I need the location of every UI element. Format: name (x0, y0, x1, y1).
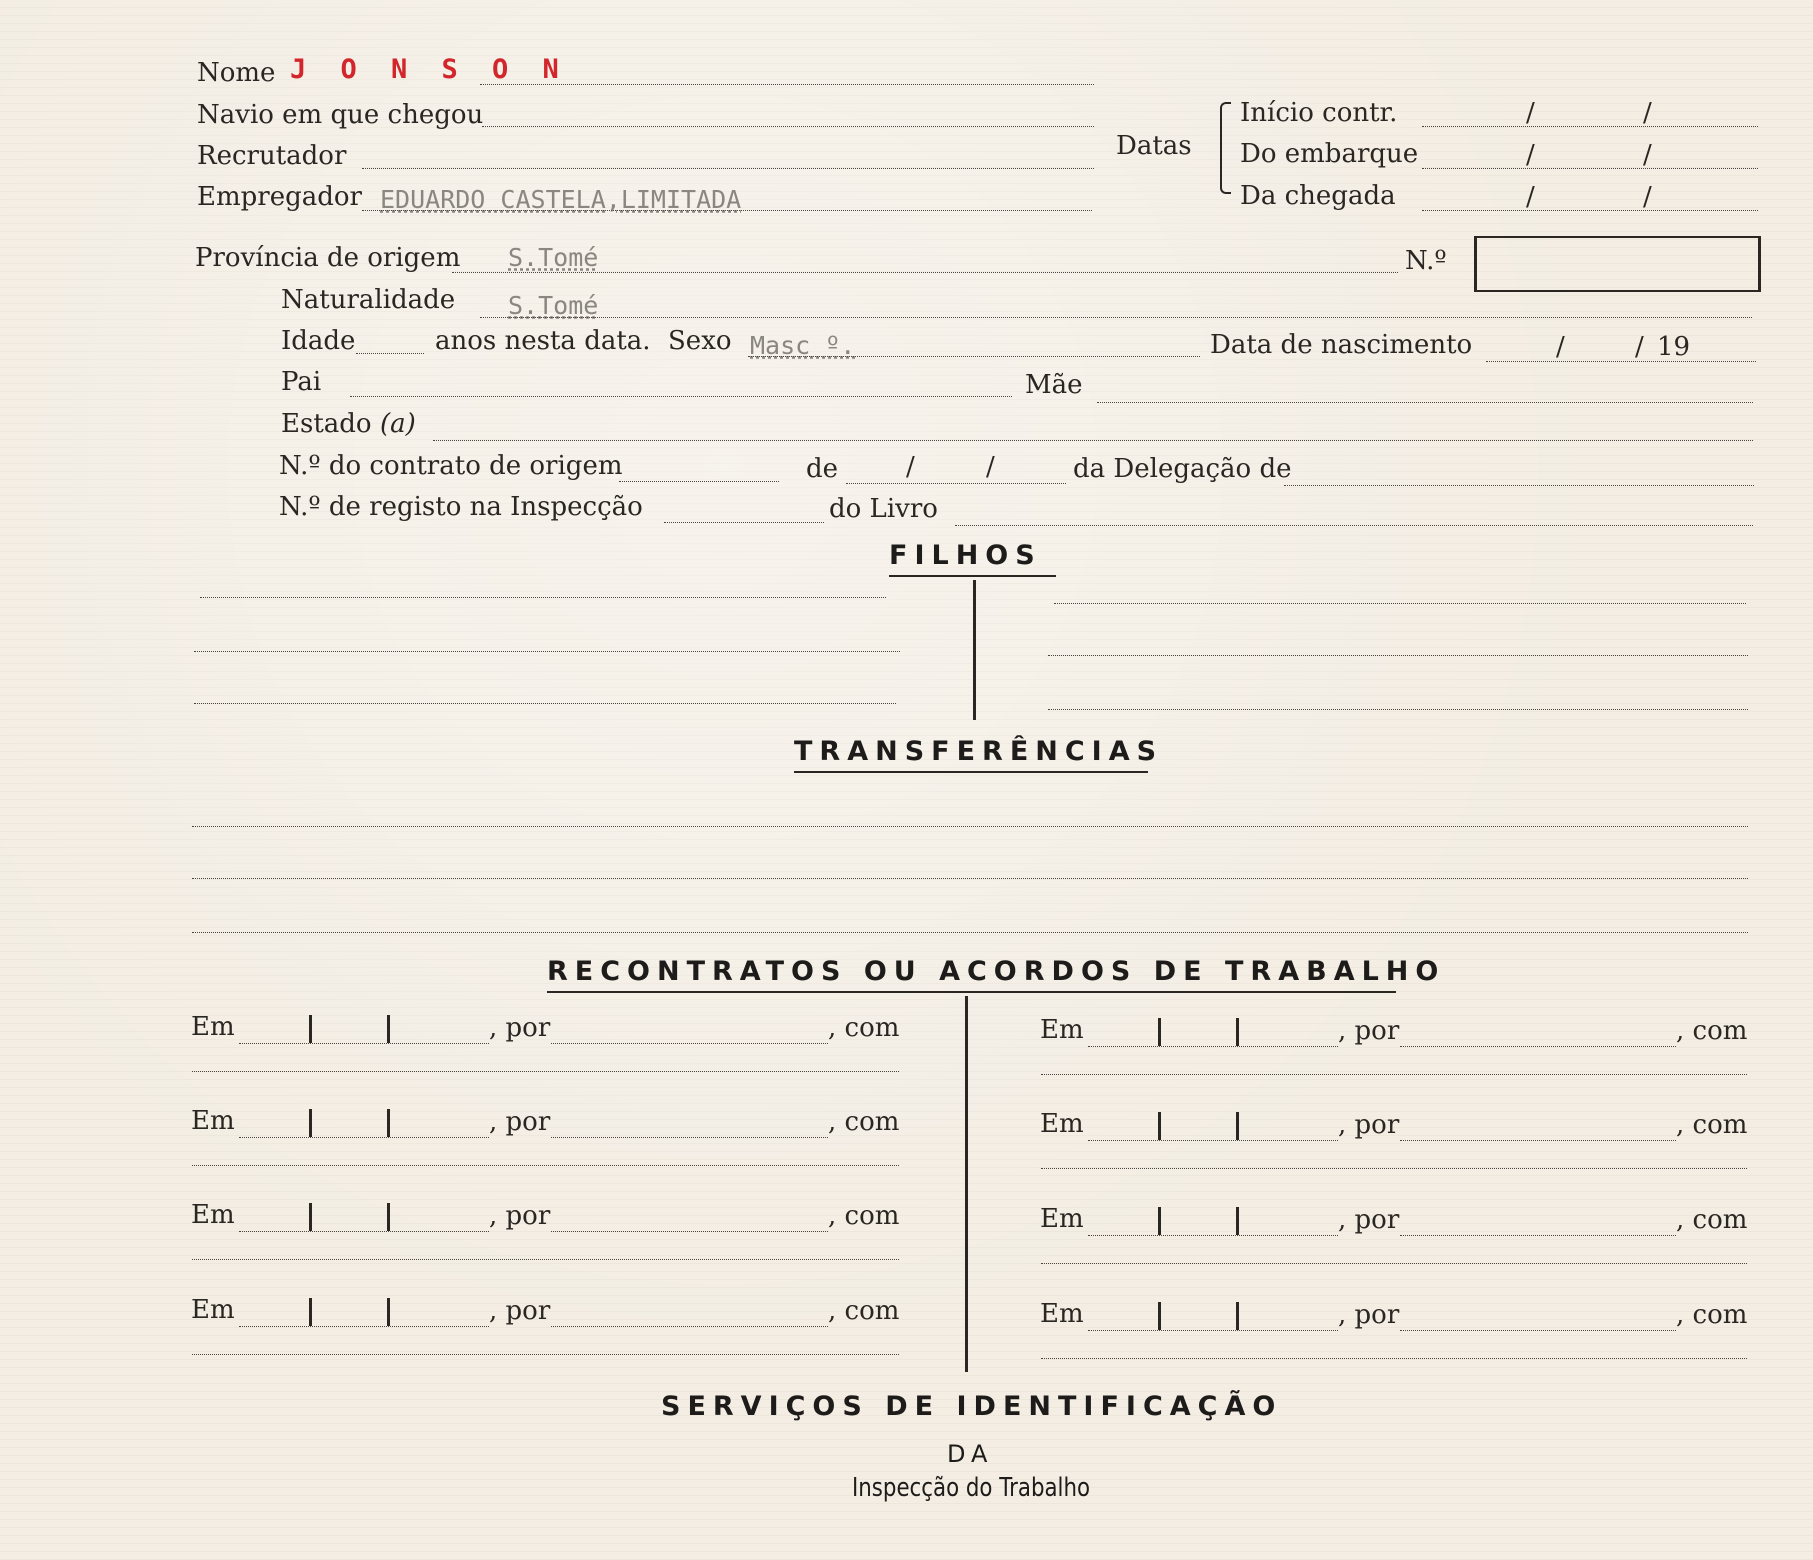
recontrato-right-1-continuation-line[interactable] (1041, 1074, 1747, 1075)
nascimento-year-prefix: 19 (1657, 332, 1691, 362)
footer-line-2: DA (947, 1440, 994, 1468)
contrato-line[interactable] (619, 481, 779, 482)
recontrato-right-3-por-label: , por (1338, 1205, 1400, 1235)
inicio-label: Início contr. (1240, 98, 1398, 128)
recontrato-right-2-date-sep-1 (1158, 1112, 1161, 1140)
recontrato-left-2-continuation-line[interactable] (192, 1165, 899, 1166)
contrato-slash-2: / (986, 452, 995, 482)
registo-label: N.º de registo na Inspecção (279, 492, 643, 522)
recrutador-label: Recrutador (197, 141, 347, 171)
recontrato-left-1-date-line[interactable] (239, 1043, 489, 1044)
transferencias-line-1[interactable] (192, 826, 1748, 827)
recontrato-right-3-date-sep-1 (1158, 1207, 1161, 1235)
recontrato-right-2-date-line[interactable] (1088, 1140, 1338, 1141)
recontrato-right-3-date-sep-2 (1236, 1207, 1239, 1235)
footer-line-3: Inspecção do Trabalho (852, 1473, 1091, 1503)
recontratos-underline (547, 991, 1396, 993)
recontrato-left-4-date-line[interactable] (239, 1326, 489, 1327)
contrato-date-line[interactable] (846, 483, 1066, 484)
recontrato-right-3-por-line[interactable] (1400, 1235, 1676, 1236)
recontrato-right-4-por-line[interactable] (1400, 1330, 1676, 1331)
idade-line[interactable] (356, 353, 424, 354)
datas-label: Datas (1116, 131, 1192, 161)
inicio-slash-1: / (1526, 98, 1535, 128)
filhos-underline (889, 575, 1056, 577)
recontratos-heading: RECONTRATOS OU ACORDOS DE TRABALHO (547, 956, 1446, 987)
recontrato-right-4-por-label: , por (1338, 1300, 1400, 1330)
contrato-label: N.º do contrato de origem (279, 451, 623, 481)
navio-label: Navio em que chegou (197, 100, 484, 130)
filhos-line-left-1[interactable] (200, 597, 886, 598)
idade-label: Idade (281, 326, 356, 356)
nascimento-slash-1: / (1556, 332, 1565, 362)
recontrato-right-1-em-label: Em (1040, 1015, 1084, 1045)
mae-label: Mãe (1025, 370, 1083, 400)
nascimento-slash-2: / (1635, 332, 1644, 362)
recontrato-right-3-date-line[interactable] (1088, 1235, 1338, 1236)
livro-label: do Livro (829, 494, 938, 524)
contrato-de-label: de (806, 454, 839, 484)
recontrato-right-4-em-label: Em (1040, 1299, 1084, 1329)
navio-line[interactable] (482, 126, 1094, 127)
recontrato-right-2-em-label: Em (1040, 1109, 1084, 1139)
mae-line[interactable] (1097, 402, 1753, 403)
recontrato-right-4-com-label: , com (1676, 1300, 1748, 1330)
recontrato-left-1-em-label: Em (191, 1012, 235, 1042)
naturalidade-line[interactable] (480, 317, 1752, 318)
embarque-slash-1: / (1526, 140, 1535, 170)
filhos-heading: FILHOS (889, 540, 1042, 571)
inicio-line[interactable] (1422, 126, 1758, 127)
chegada-line[interactable] (1422, 210, 1758, 211)
anos-label: anos nesta data. (435, 326, 651, 356)
recontrato-left-4-date-sep-1 (309, 1298, 312, 1326)
contrato-slash-1: / (906, 452, 915, 482)
embarque-label: Do embarque (1240, 139, 1419, 169)
filhos-line-right-3[interactable] (1048, 709, 1748, 710)
sexo-value: Masc º. (750, 331, 856, 360)
recontrato-left-3-date-sep-2 (387, 1203, 390, 1231)
estado-note: (a) (380, 409, 416, 439)
empregador-label: Empregador (197, 182, 362, 212)
transferencias-line-2[interactable] (192, 878, 1748, 879)
embarque-line[interactable] (1422, 168, 1758, 169)
recontrato-left-3-com-label: , com (828, 1201, 900, 1231)
recontrato-left-4-em-label: Em (191, 1295, 235, 1325)
provincia-label: Província de origem (195, 243, 461, 273)
estado-line[interactable] (433, 440, 1753, 441)
transferencias-heading: TRANSFERÊNCIAS (794, 736, 1164, 767)
naturalidade-label: Naturalidade (281, 285, 456, 315)
transferencias-line-3[interactable] (192, 932, 1748, 933)
recontrato-right-1-date-sep-1 (1158, 1018, 1161, 1046)
filhos-line-left-2[interactable] (194, 651, 900, 652)
datas-brace (1220, 102, 1231, 194)
pai-label: Pai (281, 367, 322, 397)
recontrato-right-1-date-sep-2 (1236, 1018, 1239, 1046)
provincia-value: S.Tomé (508, 243, 599, 272)
numero-box[interactable] (1474, 236, 1761, 292)
recontrato-left-3-em-label: Em (191, 1200, 235, 1230)
recontrato-right-4-date-sep-2 (1236, 1302, 1239, 1330)
recontrato-left-1-com-label: , com (828, 1013, 900, 1043)
nome-line[interactable] (480, 84, 1094, 85)
recontrato-left-4-por-label: , por (489, 1296, 551, 1326)
nome-label: Nome (197, 58, 276, 88)
recontrato-left-3-por-label: , por (489, 1201, 551, 1231)
inicio-slash-2: / (1643, 98, 1652, 128)
recontrato-left-2-date-line[interactable] (239, 1137, 489, 1138)
recontrato-right-2-por-label: , por (1338, 1110, 1400, 1140)
recontrato-left-2-date-sep-1 (309, 1109, 312, 1137)
nome-value: J O N S O N (290, 54, 568, 85)
recrutador-line[interactable] (362, 168, 1094, 169)
recontrato-left-4-por-line[interactable] (551, 1326, 828, 1327)
recontrato-left-1-por-label: , por (489, 1013, 551, 1043)
recontrato-right-1-date-line[interactable] (1088, 1046, 1338, 1047)
recontrato-left-4-continuation-line[interactable] (192, 1354, 899, 1355)
provincia-line[interactable] (452, 272, 1398, 273)
empregador-value: EDUARDO CASTELA,LIMITADA (380, 185, 742, 214)
recontrato-right-1-por-label: , por (1338, 1016, 1400, 1046)
recontrato-left-2-em-label: Em (191, 1106, 235, 1136)
recontrato-left-1-continuation-line[interactable] (192, 1071, 899, 1072)
recontrato-right-2-por-line[interactable] (1400, 1140, 1676, 1141)
recontrato-left-3-date-line[interactable] (239, 1231, 489, 1232)
chegada-slash-2: / (1643, 182, 1652, 212)
transferencias-underline (794, 771, 1148, 773)
recontratos-divider (965, 996, 968, 1372)
recontrato-left-4-com-label: , com (828, 1296, 900, 1326)
delegacao-label: da Delegação de (1073, 454, 1292, 484)
naturalidade-value: S.Tomé (508, 291, 599, 320)
filhos-line-right-2[interactable] (1048, 655, 1748, 656)
recontrato-left-1-date-sep-2 (387, 1015, 390, 1043)
recontrato-left-3-date-sep-1 (309, 1203, 312, 1231)
recontrato-left-2-date-sep-2 (387, 1109, 390, 1137)
recontrato-right-3-em-label: Em (1040, 1204, 1084, 1234)
footer-line-1: SERVIÇOS DE IDENTIFICAÇÃO (661, 1391, 1283, 1422)
recontrato-right-4-date-line[interactable] (1088, 1330, 1338, 1331)
recontrato-right-1-por-line[interactable] (1400, 1046, 1676, 1047)
recontrato-right-4-date-sep-1 (1158, 1302, 1161, 1330)
recontrato-right-3-com-label: , com (1676, 1205, 1748, 1235)
sexo-label: Sexo (668, 326, 732, 356)
nascimento-line[interactable] (1486, 361, 1756, 362)
recontrato-right-3-continuation-line[interactable] (1041, 1263, 1747, 1264)
recontrato-left-2-por-label: , por (489, 1107, 551, 1137)
recontrato-right-4-continuation-line[interactable] (1041, 1358, 1747, 1359)
embarque-slash-2: / (1643, 140, 1652, 170)
numero-label: N.º (1405, 246, 1447, 276)
recontrato-right-2-date-sep-2 (1236, 1112, 1239, 1140)
recontrato-left-2-com-label: , com (828, 1107, 900, 1137)
filhos-line-right-1[interactable] (1054, 603, 1746, 604)
recontrato-left-3-continuation-line[interactable] (192, 1259, 899, 1260)
empregador-line[interactable] (362, 210, 1092, 211)
chegada-slash-1: / (1526, 182, 1535, 212)
nascimento-label: Data de nascimento (1210, 330, 1473, 360)
recontrato-right-2-com-label: , com (1676, 1110, 1748, 1140)
filhos-divider (973, 580, 976, 720)
recontrato-left-4-date-sep-2 (387, 1298, 390, 1326)
recontrato-left-3-por-line[interactable] (551, 1231, 828, 1232)
recontrato-left-1-date-sep-1 (309, 1015, 312, 1043)
registo-line[interactable] (664, 522, 824, 523)
recontrato-left-2-por-line[interactable] (551, 1137, 828, 1138)
estado-label: Estado (281, 409, 372, 439)
livro-line[interactable] (955, 525, 1753, 526)
delegacao-line[interactable] (1284, 485, 1754, 486)
chegada-label: Da chegada (1240, 181, 1396, 211)
recontrato-right-1-com-label: , com (1676, 1016, 1748, 1046)
filhos-line-left-3[interactable] (194, 703, 896, 704)
recontrato-left-1-por-line[interactable] (551, 1043, 828, 1044)
pai-line[interactable] (350, 396, 1012, 397)
sexo-line[interactable] (748, 356, 1200, 357)
recontrato-right-2-continuation-line[interactable] (1041, 1168, 1747, 1169)
